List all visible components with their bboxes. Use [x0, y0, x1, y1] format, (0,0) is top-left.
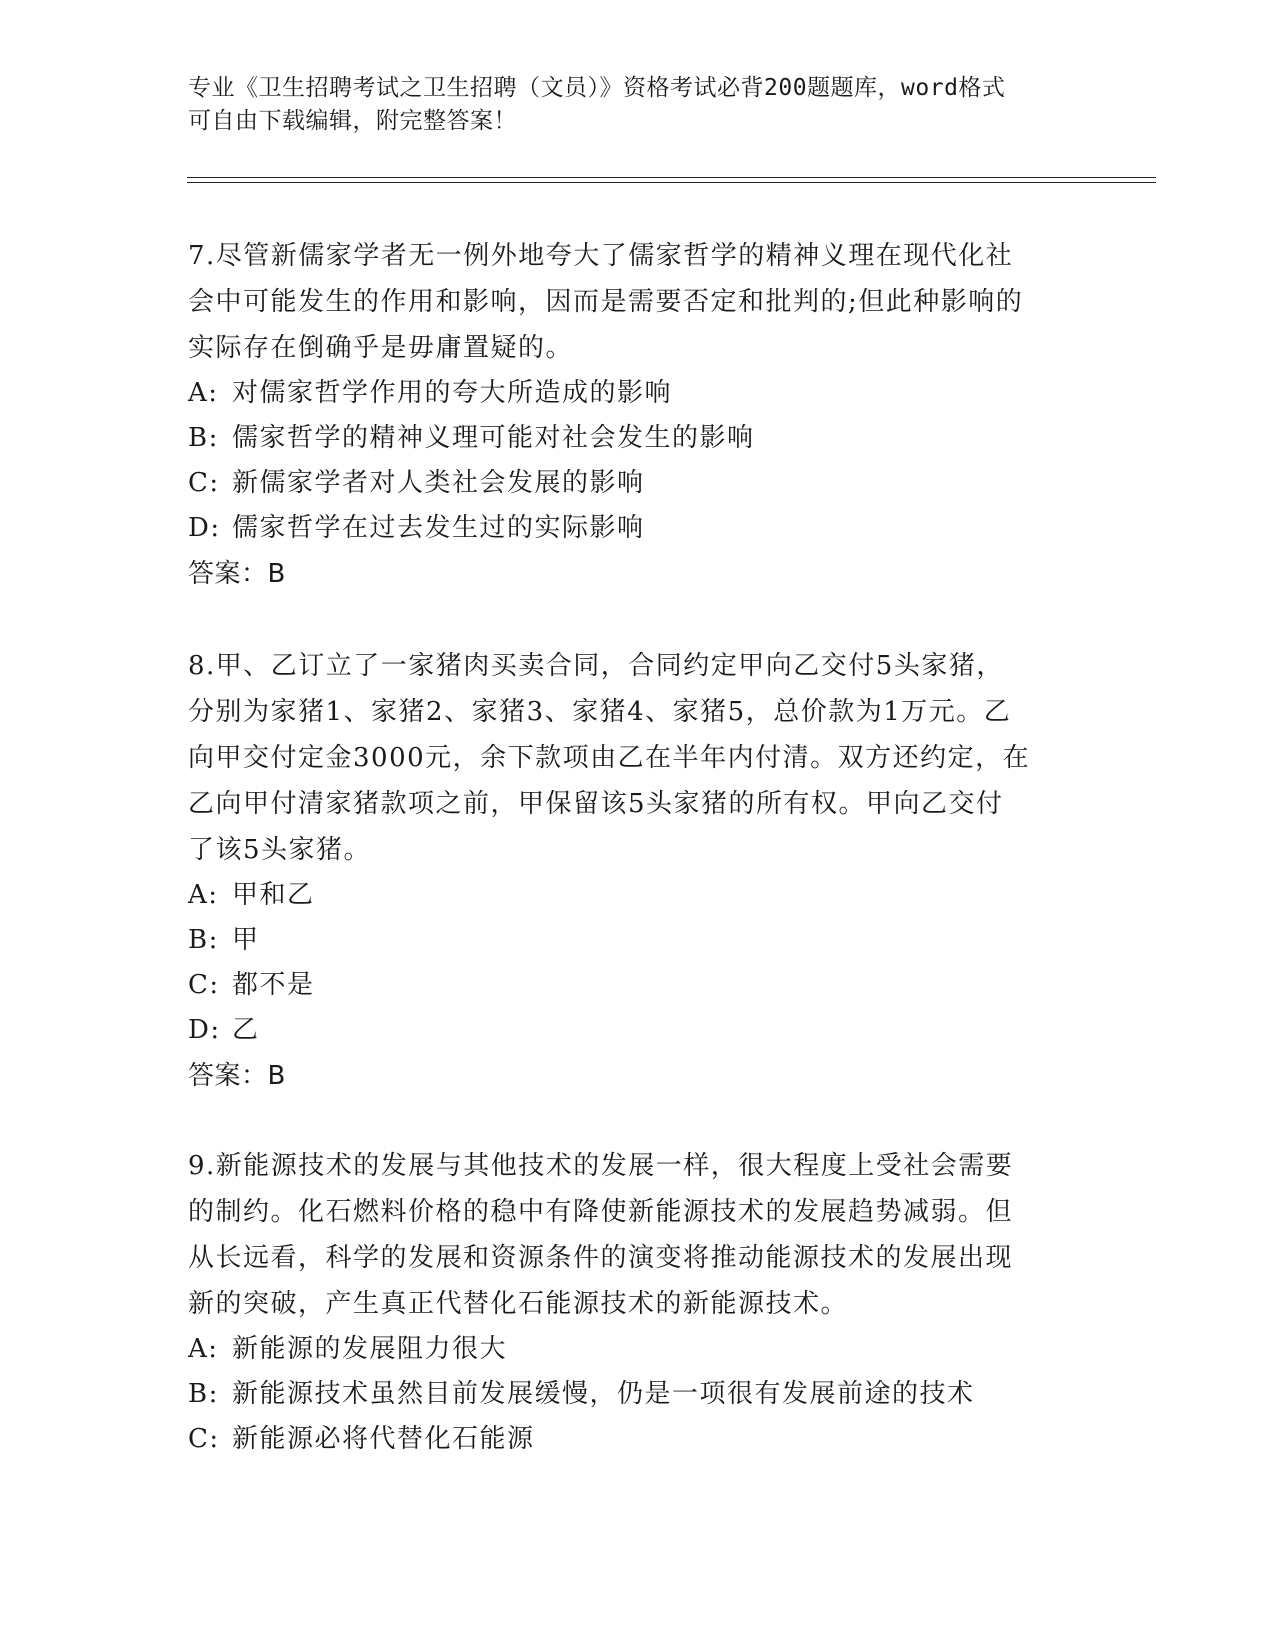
question-stem-line: 的制约。化石燃料价格的稳中有降使新能源技术的发展趋势减弱。但	[188, 1197, 1014, 1227]
question-stem-line: 9.新能源技术的发展与其他技术的发展一样，很大程度上受社会需要	[188, 1151, 1014, 1181]
question-stem-line: 8.甲、乙订立了一家猪肉买卖合同，合同约定甲向乙交付5头家猪，	[188, 651, 1004, 681]
header-divider-bottom	[187, 182, 1156, 183]
option-b	[188, 1372, 1088, 1417]
option-key: C:	[188, 468, 220, 498]
question-stem-line: 向甲交付定金3000元，余下款项由乙在半年内付清。双方还约定，在	[188, 743, 1031, 773]
question-stem-line: 7.尽管新儒家学者无一例外地夸大了儒家哲学的精神义理在现代化社	[188, 241, 1014, 271]
header-line-2: 可自由下载编辑，附完整答案！	[188, 108, 517, 134]
question-9	[188, 1143, 1088, 1462]
option-text: 新能源的发展阻力很大	[232, 1334, 508, 1364]
document-header	[188, 72, 1078, 138]
option-text: 甲	[232, 925, 260, 955]
option-text: 儒家哲学的精神义理可能对社会发生的影响	[232, 423, 755, 453]
option-key: A:	[188, 1334, 219, 1364]
answer-line: 答案：B	[188, 1061, 286, 1091]
option-key: B:	[188, 423, 219, 453]
option-key: B:	[188, 1379, 219, 1409]
question-8	[188, 643, 1088, 1099]
option-d	[188, 506, 1088, 551]
question-stem-line: 从长远看，科学的发展和资源条件的演变将推动能源技术的发展出现	[188, 1243, 1014, 1273]
question-stem-line: 分别为家猪1、家猪2、家猪3、家猪4、家猪5，总价款为1万元。乙	[188, 697, 1012, 727]
option-key: C:	[188, 970, 220, 1000]
option-text: 新能源技术虽然目前发展缓慢，仍是一项很有发展前途的技术	[232, 1379, 975, 1409]
option-c	[188, 1417, 1088, 1462]
option-a	[188, 1327, 1088, 1372]
option-text: 都不是	[232, 970, 315, 1000]
question-stem-line: 实际存在倒确乎是毋庸置疑的。	[188, 333, 574, 363]
question-stem-line: 乙向甲付清家猪款项之前，甲保留该5头家猪的所有权。甲向乙交付	[188, 789, 1004, 819]
option-c	[188, 461, 1088, 506]
option-key: A:	[188, 880, 219, 910]
header-line-1: 专业《卫生招聘考试之卫生招聘（文员）》资格考试必背200题题库，word格式	[188, 75, 1006, 101]
option-key: B:	[188, 925, 219, 955]
question-7	[188, 233, 1088, 597]
question-stem-line: 了该5头家猪。	[188, 835, 372, 865]
option-b	[188, 918, 1088, 963]
option-d	[188, 1008, 1088, 1053]
option-key: D:	[188, 513, 221, 543]
option-text: 对儒家哲学作用的夸大所造成的影响	[232, 378, 673, 408]
option-text: 儒家哲学在过去发生过的实际影响	[232, 513, 645, 543]
answer-line: 答案：B	[188, 559, 286, 589]
option-key: C:	[188, 1424, 220, 1454]
option-key: D:	[188, 1015, 221, 1045]
option-b	[188, 416, 1088, 461]
option-key: A:	[188, 378, 219, 408]
question-stem-line: 会中可能发生的作用和影响，因而是需要否定和批判的;但此种影响的	[188, 287, 1024, 317]
option-a	[188, 873, 1088, 918]
option-c	[188, 963, 1088, 1008]
option-text: 乙	[232, 1015, 260, 1045]
option-text: 甲和乙	[232, 880, 315, 910]
option-text: 新能源必将代替化石能源	[232, 1424, 535, 1454]
header-divider-top	[187, 177, 1156, 178]
option-a	[188, 371, 1088, 416]
question-stem-line: 新的突破，产生真正代替化石能源技术的新能源技术。	[188, 1289, 849, 1319]
option-text: 新儒家学者对人类社会发展的影响	[232, 468, 645, 498]
